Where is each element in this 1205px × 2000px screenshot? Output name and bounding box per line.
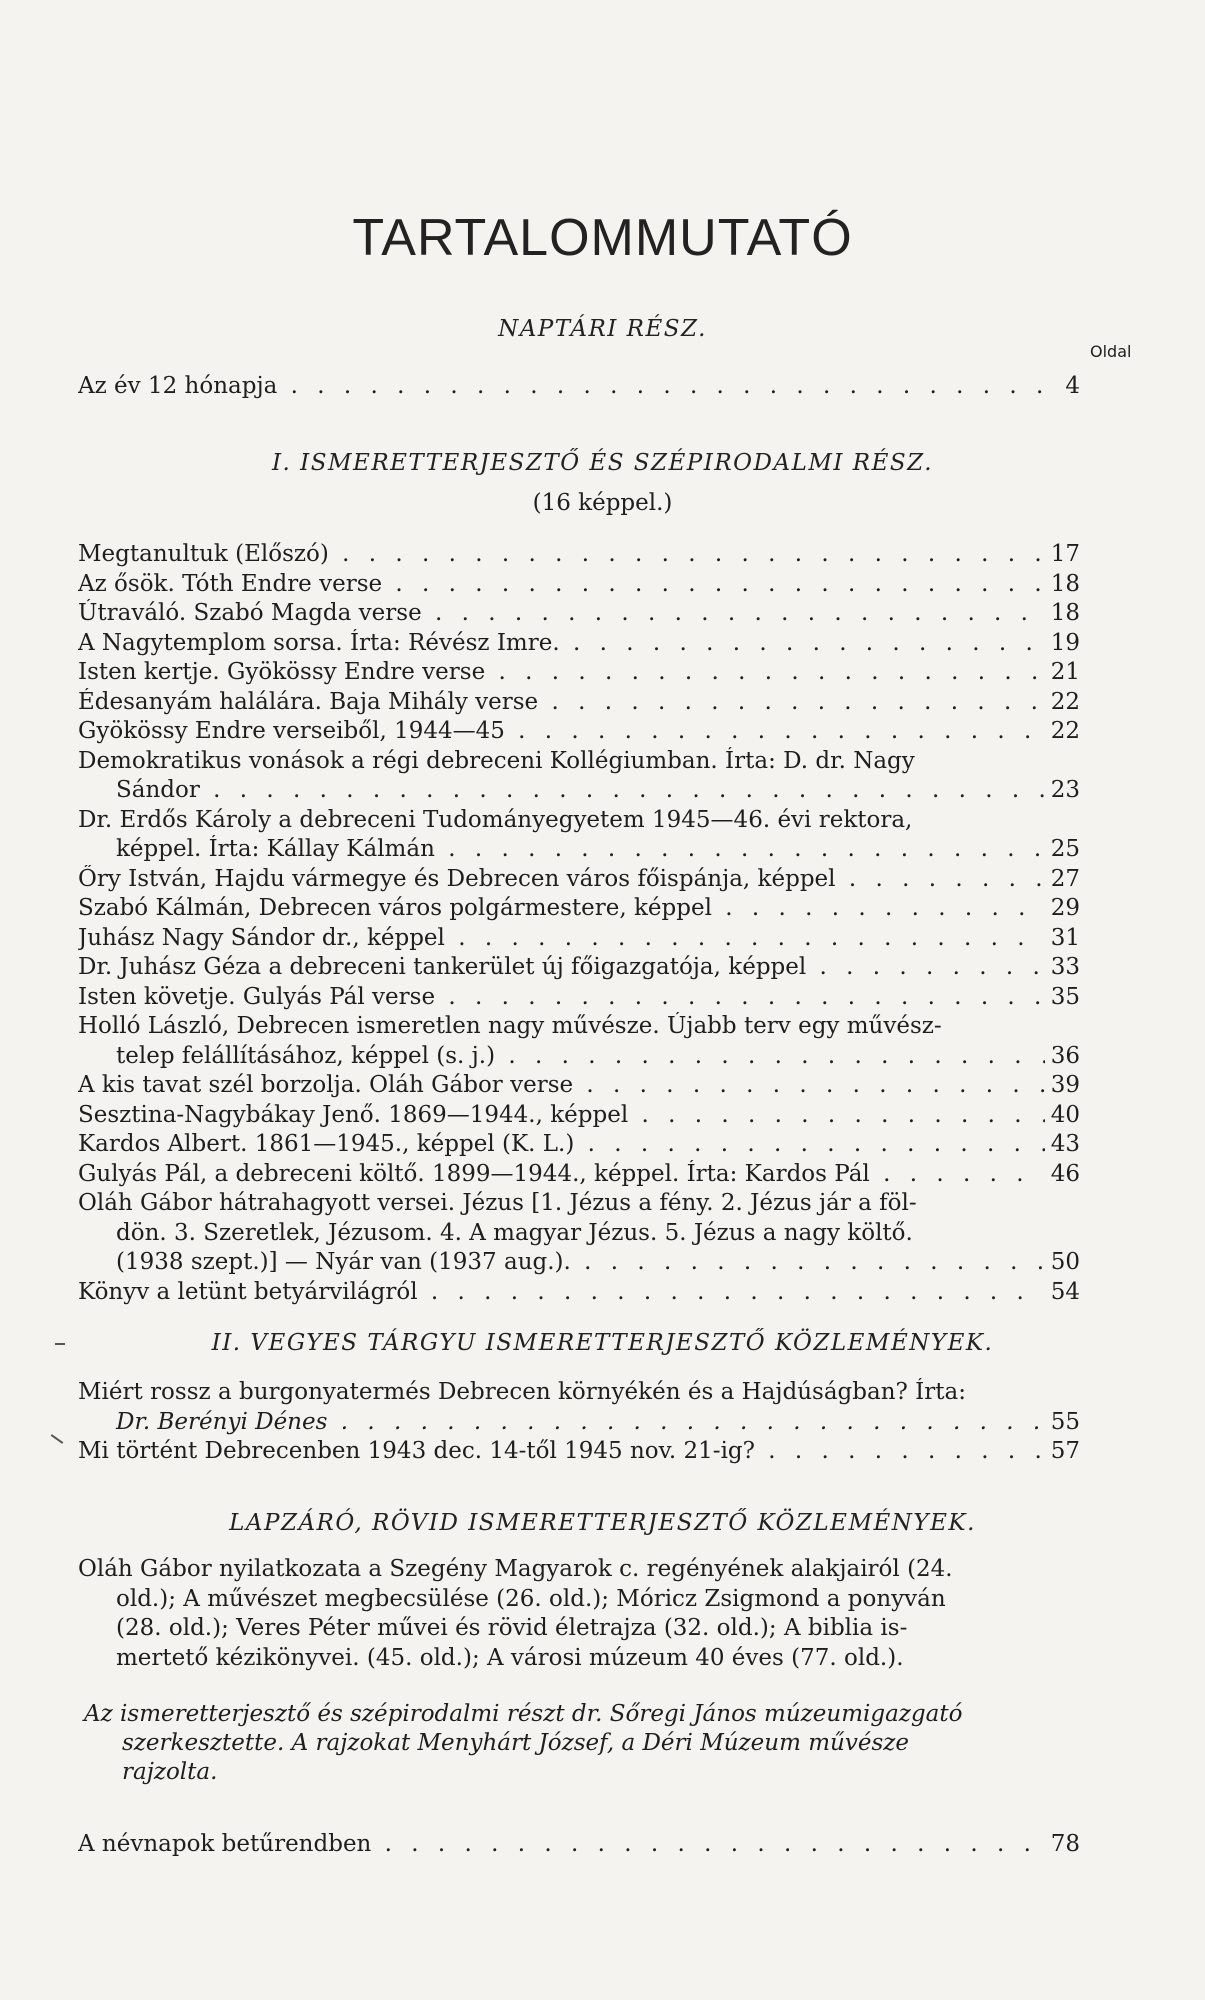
- toc-entry-title: Az ősök. Tóth Endre verse . . .: [78, 570, 1080, 600]
- toc-entry-title: Miért rossz a burgonyatermés Debrecen környékén és a Hajdúságban? Írta:: [78, 1379, 966, 1405]
- margin-mark: [51, 1434, 64, 1444]
- toc-entry-page: 50: [1045, 1248, 1080, 1278]
- toc-entry-title: Őry István, Hajdu vármegye és Debrecen város főispánja, képpel . . .: [78, 865, 1080, 895]
- toc-entry-title: Útraváló. Szabó Magda verse . . .: [78, 599, 1080, 629]
- toc-entry: [78, 1830, 1080, 1860]
- short-notices-line: (28. old.); Veres Péter művei és rövid életrajza (32. old.); A biblia is-: [116, 1615, 908, 1641]
- toc-entry-page: 22: [1045, 688, 1080, 718]
- toc-naptari: [78, 372, 1080, 402]
- toc-entry: [78, 1278, 1080, 1308]
- toc-entry-page: 22: [1045, 717, 1080, 747]
- toc-entry: [78, 599, 1080, 629]
- toc-entry-page: 29: [1045, 894, 1080, 924]
- toc-entry-page: 4: [1059, 372, 1080, 402]
- toc-entry: [78, 747, 1080, 806]
- toc-entry-title-continued: dön. 3. Szeretlek, Jézusom. 4. A magyar Jézus. 5. Jézus a nagy költő.: [116, 1219, 913, 1246]
- toc-entry-title: Édesanyám halálára. Baja Mihály verse . . .: [78, 688, 1080, 718]
- toc-entry-page: 17: [1045, 540, 1080, 570]
- toc-entry-page: 36: [1045, 1042, 1080, 1072]
- toc-entry-page: 23: [1045, 776, 1080, 806]
- toc-entry-title: Gulyás Pál, a debreceni költő. 1899—1944., képpel. Írta: Kardos Pál . . .: [78, 1160, 1080, 1190]
- toc-entry-title: Dr. Juhász Géza a debreceni tankerület új főigazgatója, képpel . . .: [78, 953, 1080, 983]
- toc-entry-title: Demokratikus vonások a régi debreceni Kollégiumban. Írta: D. dr. Nagy: [78, 747, 915, 774]
- toc-entry: [78, 1012, 1080, 1071]
- toc-entry: [78, 629, 1080, 659]
- toc-entry-page: 46: [1045, 1160, 1080, 1190]
- toc-entry: [78, 924, 1080, 954]
- toc-entry: [78, 1437, 1080, 1467]
- toc-entry-title: Mi történt Debrecenben 1943 dec. 14-től 1945 nov. 21-ig? . . .: [78, 1437, 1080, 1467]
- page-column-label: Oldal: [1090, 342, 1132, 361]
- toc-nevnapok: [78, 1830, 1080, 1860]
- toc-entry-page: 19: [1045, 629, 1080, 659]
- toc-entry-title: Isten kertje. Gyökössy Endre verse . . .: [78, 658, 1080, 688]
- toc-entry-title: Gyökössy Endre verseiből, 1944—45 . . .: [78, 717, 1080, 747]
- toc-entry-page: 78: [1045, 1830, 1080, 1860]
- toc-entry-title: Sesztina-Nagybákay Jenő. 1869—1944., képpel . . .: [78, 1101, 1080, 1131]
- section-subheading-1: (16 képpel.): [532, 490, 673, 516]
- toc-entry-title: A névnapok betűrendben . . .: [78, 1830, 1080, 1860]
- toc-entry: [78, 953, 1080, 983]
- toc-entry-title-continued: képpel. Írta: Kállay Kálmán . . .: [78, 835, 1080, 865]
- toc-entry-title: A kis tavat szél borzolja. Oláh Gábor verse . . .: [78, 1071, 1080, 1101]
- editor-note: [84, 1700, 1080, 1787]
- toc-entry: [78, 1101, 1080, 1131]
- page-title: TARTALOMMUTATÓ: [352, 209, 853, 267]
- toc-entry-page: 33: [1045, 953, 1080, 983]
- toc-entry-title: Holló László, Debrecen ismeretlen nagy művésze. Újabb terv egy művész-: [78, 1013, 942, 1039]
- toc-entry-page: 57: [1045, 1437, 1080, 1467]
- toc-entry-title: Dr. Erdős Károly a debreceni Tudományegyetem 1945—46. évi rektora,: [78, 806, 913, 833]
- toc-entry: [78, 1130, 1080, 1160]
- toc-entry-title: Oláh Gábor hátrahagyott versei. Jézus [1. Jézus a fény. 2. Jézus jár a föl-: [78, 1190, 917, 1216]
- section-heading-2: II. VEGYES TÁRGYU ISMERETTERJESZTŐ KÖZLEMÉNYEK.: [211, 1330, 994, 1356]
- toc-entry-page: 18: [1045, 570, 1080, 600]
- toc-entry-page: 21: [1045, 658, 1080, 688]
- toc-entry: [78, 894, 1080, 924]
- editor-note-line: Az ismeretterjesztő és szépirodalmi részt dr. Sőregi János múzeumigazgató: [84, 1701, 963, 1727]
- margin-mark: [55, 1343, 65, 1345]
- toc-entry-title-continued: telep felállításához, képpel (s. j.) . . .: [78, 1042, 1080, 1072]
- toc-entry-title: Juhász Nagy Sándor dr., képpel . . .: [78, 924, 1080, 954]
- editor-note-line: szerkesztette. A rajzokat Menyhárt József, a Déri Múzeum művésze: [122, 1730, 909, 1756]
- toc-entry-page: 39: [1045, 1071, 1080, 1101]
- toc-entry: [78, 688, 1080, 718]
- toc-entry: [78, 570, 1080, 600]
- toc-entry-page: 40: [1045, 1101, 1080, 1131]
- toc-entry: [78, 983, 1080, 1013]
- toc-entry: [78, 806, 1080, 865]
- toc-entry: [78, 1378, 1080, 1437]
- toc-section-2: [78, 1378, 1080, 1467]
- toc-entry-title: Az év 12 hónapja . . .: [78, 372, 1080, 402]
- toc-entry-title: Megtanultuk (Előszó) . . .: [78, 540, 1080, 570]
- short-notices: [78, 1555, 1080, 1673]
- toc-entry-title: A Nagytemplom sorsa. Írta: Révész Imre. . . .: [78, 629, 1080, 659]
- toc-entry-page: 31: [1045, 924, 1080, 954]
- toc-entry: [78, 865, 1080, 895]
- toc-entry: [78, 658, 1080, 688]
- toc-entry-title: Isten követje. Gulyás Pál verse . . .: [78, 983, 1080, 1013]
- toc-entry-title-continued: Sándor . . .: [78, 776, 1080, 806]
- editor-note-line: rajzolta.: [122, 1759, 218, 1785]
- toc-entry-title: Könyv a letünt betyárvilágról . . .: [78, 1278, 1080, 1308]
- toc-entry-page: 43: [1045, 1130, 1080, 1160]
- short-notices-line: Oláh Gábor nyilatkozata a Szegény Magyarok c. regényének alakjairól (24.: [78, 1556, 953, 1582]
- toc-section-1: [78, 540, 1080, 1307]
- toc-entry: [78, 1160, 1080, 1190]
- toc-entry-title: Kardos Albert. 1861—1945., képpel (K. L.) . . .: [78, 1130, 1080, 1160]
- toc-entry-page: 55: [1045, 1408, 1080, 1438]
- toc-entry-page: 54: [1045, 1278, 1080, 1308]
- toc-entry-page: 18: [1045, 599, 1080, 629]
- toc-entry-page: 25: [1045, 835, 1080, 865]
- short-notices-line: old.); A művészet megbecsülése (26. old.); Móricz Zsigmond a ponyván: [116, 1585, 946, 1612]
- toc-entry: [78, 1071, 1080, 1101]
- toc-entry: [78, 717, 1080, 747]
- toc-entry-page: 27: [1045, 865, 1080, 895]
- toc-entry-multiline: [78, 1189, 1080, 1278]
- section-heading-3: LAPZÁRÓ, RÖVID ISMERETTERJESZTŐ KÖZLEMÉNYEK.: [229, 1510, 976, 1536]
- section-heading-naptari: NAPTÁRI RÉSZ.: [498, 316, 707, 342]
- toc-entry-title-continued: Dr. Berényi Dénes . . .: [78, 1408, 1080, 1438]
- short-notices-line: mertető kézikönyvei. (45. old.); A városi múzeum 40 éves (77. old.).: [116, 1644, 904, 1671]
- toc-entry: [78, 540, 1080, 570]
- toc-entry-title: Szabó Kálmán, Debrecen város polgármestere, képpel . . .: [78, 894, 1080, 924]
- section-heading-1: I. ISMERETTERJESZTŐ ÉS SZÉPIRODALMI RÉSZ.: [271, 450, 934, 476]
- toc-entry-title-continued: (1938 szept.)] — Nyár van (1937 aug.). . . .: [78, 1248, 1080, 1278]
- toc-entry: [78, 372, 1080, 402]
- toc-entry-page: 35: [1045, 983, 1080, 1013]
